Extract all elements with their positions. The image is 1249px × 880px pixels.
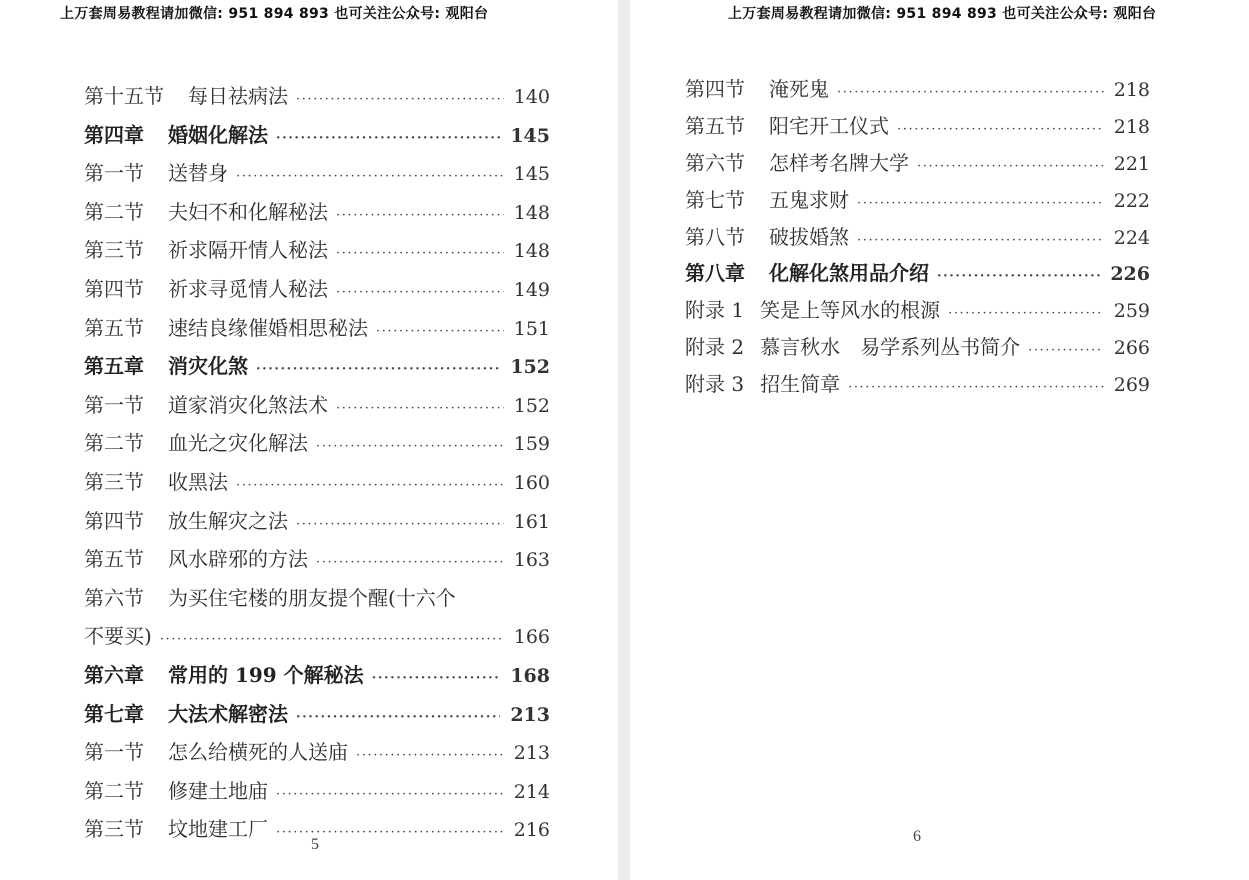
entry-page: 259 [1113,300,1150,323]
dot-leader [296,81,504,120]
entry-page: 145 [513,163,550,186]
entry-title: 招生简章 [760,372,841,397]
dot-leader [372,660,501,699]
entry-title: 破拔婚煞 [769,224,849,249]
entry-number: 第五节 [84,547,144,572]
toc-row [84,656,550,695]
toc-row [84,617,550,656]
dot-leader [897,112,1104,149]
entry-title: 笑是上等风水的根源 [760,298,941,323]
entry-page: 216 [513,819,550,842]
toc-row [84,347,550,386]
entry-title: 大法术解密法 [168,701,288,726]
entry-number: 第十五节 [84,84,164,108]
entry-number: 第三节 [84,469,144,494]
entry-page: 221 [1113,152,1150,175]
entry-page: 149 [513,278,550,301]
toc-row [685,108,1150,145]
entry-number: 第六节 [685,150,745,175]
toc-row [685,329,1150,366]
dot-leader [296,506,504,545]
header-banner: 上万套周易教程请加微信: 951 894 893 也可关注公众号: 观阳台 [728,6,1157,22]
entry-page: 218 [1113,115,1150,138]
dot-leader [276,776,504,815]
toc-row [685,255,1150,292]
toc-row [84,270,550,309]
dot-leader [336,390,504,429]
toc-row [685,366,1150,403]
dot-leader [236,467,504,506]
toc-row [84,77,550,116]
dot-leader [356,737,504,776]
entry-title: 坟地建工厂 [168,817,268,842]
dot-leader [296,699,500,738]
entry-title: 夫妇不和化解秘法 [168,199,328,224]
toc-row [685,182,1150,219]
entry-page: 213 [513,742,550,765]
dot-leader [316,428,504,467]
entry-title: 怎样考名牌大学 [769,150,909,175]
dot-leader [236,158,504,197]
toc-row [84,772,550,811]
entry-number: 第三节 [84,817,144,842]
entry-title: 常用的 199 个解秘法 [168,662,364,687]
toc-row [84,193,550,232]
entry-number: 第七节 [685,187,745,212]
entry-number: 附录 3 [685,372,745,397]
entry-title: 祈求隔开情人秘法 [168,238,328,263]
entry-number: 第六章 [84,662,144,687]
left-page [0,0,618,880]
entry-number: 第八节 [685,224,745,249]
entry-title: 五鬼求财 [769,187,849,212]
entry-number: 第一节 [84,161,144,186]
toc-row [84,579,550,618]
entry-page: 160 [513,471,550,494]
entry-number: 第七章 [84,701,144,726]
toc-row [84,386,550,425]
toc-row [84,463,550,502]
toc-row [685,219,1150,256]
entry-number: 第四章 [84,122,144,147]
table-of-contents [84,77,550,849]
toc-row [84,540,550,579]
dot-leader [336,235,504,274]
page-number: 5 [311,836,319,853]
entry-number: 第四节 [685,77,745,101]
dot-leader [256,351,500,390]
entry-title: 放生解灾之法 [168,508,288,533]
entry-number: 第二节 [84,431,144,456]
toc-row [84,116,550,155]
dot-leader [160,621,504,660]
entry-number: 第四节 [84,276,144,301]
dot-leader [917,149,1104,186]
entry-title: 不要买) [84,624,152,649]
entry-page: 148 [513,201,550,224]
entry-page: 163 [513,549,550,572]
entry-number: 第五节 [84,315,144,340]
dot-leader [1028,333,1104,370]
entry-title: 怎么给横死的人送庙 [168,740,348,765]
entry-number: 附录 1 [685,298,745,323]
dot-leader [857,223,1104,260]
entry-page: 213 [510,703,550,726]
right-page [630,0,1249,880]
entry-title: 速结良缘催婚相思秘法 [168,315,368,340]
entry-number: 第六节 [84,585,144,610]
header-banner: 上万套周易教程请加微信: 951 894 893 也可关注公众号: 观阳台 [60,6,489,22]
dot-leader [948,296,1104,333]
entry-page: 266 [1113,337,1150,360]
page-number: 6 [913,828,921,845]
entry-page: 140 [513,86,550,108]
entry-title: 婚姻化解法 [168,122,268,147]
toc-row [84,502,550,541]
dot-leader [937,259,1100,296]
toc-row [84,733,550,772]
toc-row [84,424,550,463]
toc-row [685,292,1150,329]
toc-row [84,695,550,734]
entry-title: 消灾化煞 [168,354,248,379]
entry-page: 152 [513,394,550,417]
entry-title: 血光之灾化解法 [168,431,308,456]
entry-page: 148 [513,240,550,263]
table-of-contents [685,71,1150,403]
entry-title: 阳宅开工仪式 [769,113,889,138]
toc-row [84,154,550,193]
entry-page: 145 [510,124,550,147]
entry-page: 222 [1113,189,1150,212]
entry-page: 159 [513,433,550,456]
entry-number: 第一节 [84,740,144,765]
entry-number: 第二节 [84,778,144,803]
dot-leader [376,313,504,352]
toc-row [84,231,550,270]
entry-number: 第一节 [84,392,144,417]
entry-number: 第五章 [84,354,144,379]
entry-title: 风水辟邪的方法 [168,547,308,572]
dot-leader [837,75,1104,112]
entry-page: 151 [513,317,550,340]
entry-page: 269 [1113,374,1150,397]
entry-title: 慕言秋水 易学系列丛书简介 [760,335,1021,360]
dot-leader [857,186,1104,223]
entry-title: 送替身 [168,161,228,186]
dot-leader [848,370,1104,407]
dot-leader [276,120,500,159]
entry-number: 第四节 [84,508,144,533]
dot-leader [336,197,504,236]
entry-number: 第五节 [685,113,745,138]
entry-page: 152 [510,356,550,379]
entry-title: 为买住宅楼的朋友提个醒(十六个 [168,585,456,610]
entry-title: 祈求寻觅情人秘法 [168,276,328,301]
entry-page: 226 [1110,263,1150,286]
entry-title: 每日祛病法 [188,84,288,108]
toc-row [685,71,1150,108]
toc-row [84,309,550,348]
toc-row [685,145,1150,182]
entry-number: 第八章 [685,261,745,286]
entry-title: 道家消灾化煞法术 [168,392,328,417]
entry-title: 修建土地庙 [168,778,268,803]
entry-number: 第二节 [84,199,144,224]
entry-page: 218 [1113,79,1150,101]
entry-title: 淹死鬼 [769,77,829,101]
entry-number: 附录 2 [685,335,745,360]
dot-leader [316,544,504,583]
entry-number: 第三节 [84,238,144,263]
entry-page: 168 [510,664,550,687]
entry-page: 224 [1113,226,1150,249]
entry-page: 166 [513,626,550,649]
entry-title: 化解化煞用品介绍 [769,261,929,286]
entry-page: 161 [513,510,550,533]
dot-leader [336,274,504,313]
entry-title: 收黑法 [168,469,228,494]
entry-page: 214 [513,780,550,803]
